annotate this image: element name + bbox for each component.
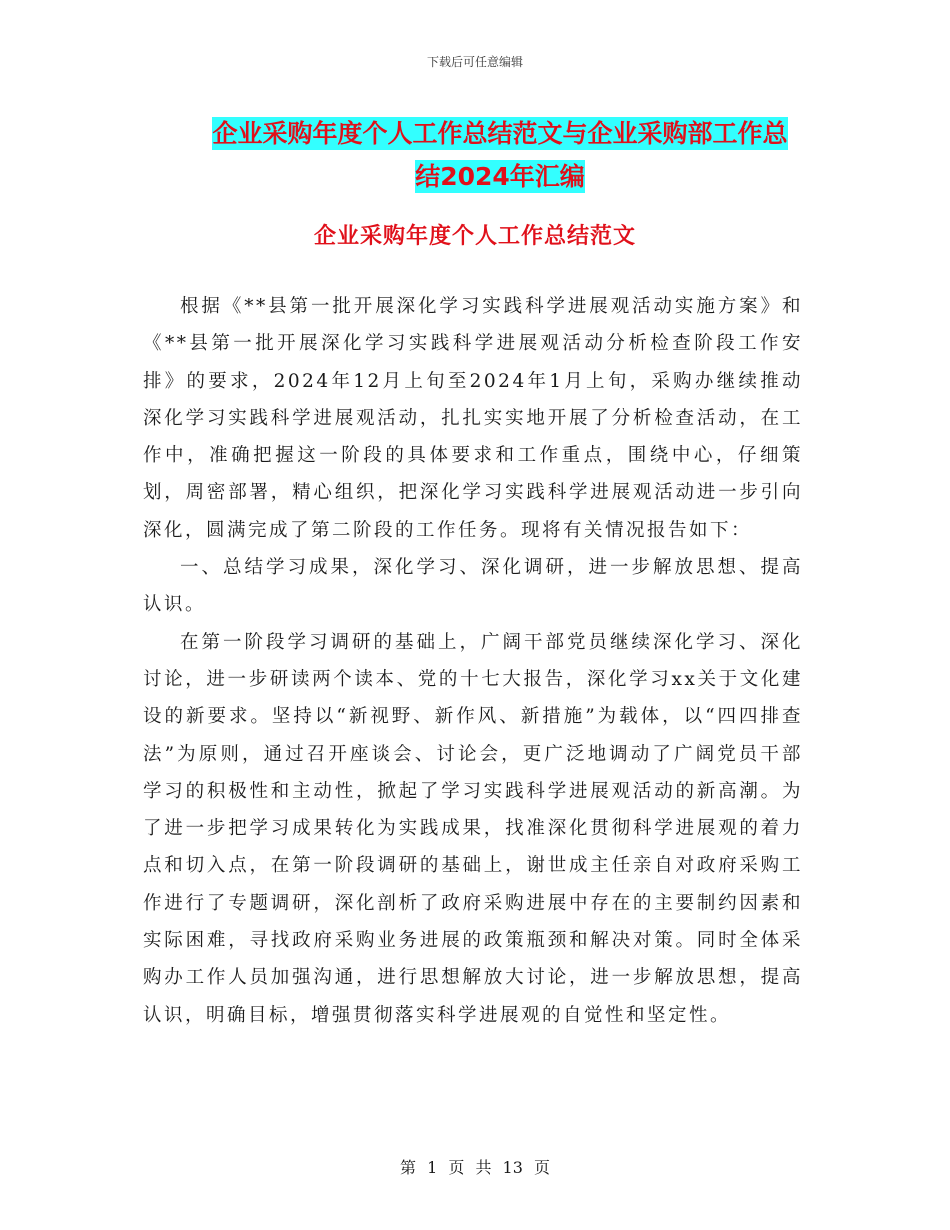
- document-title-line-1: 企业采购年度个人工作总结范文与企业采购部工作总: [212, 119, 788, 148]
- header-note: 下载后可任意编辑: [426, 55, 523, 69]
- paragraph: 根据《**县第一批开展深化学习实践科学进展观活动实施方案》和《**县第一批开展深化学习实践科学进展观活动分析检查阶段工作安排》的要求，2024年12月上旬至2024年1月上旬，采购办继续推动深化学习实践科学进展观活动，扎扎实实地开展了分析检查活动，在工作中，准确把握这一阶段的具体要求和工作重点，围绕中心，仔细策划，周密部署，精心组织，把深化学习实践科学进展观活动进一步引向深化，圆满完成了第二阶段的工作任务。现将有关情况报告如下：: [143, 296, 803, 541]
- document-title-line-2: 结2024年汇编: [415, 162, 585, 191]
- body-text: [143, 288, 803, 1034]
- paragraph: 一、总结学习成果，深化学习、深化调研，进一步解放思想、提高认识。: [143, 557, 803, 616]
- paragraph: 在第一阶段学习调研的基础上，广阔干部党员继续深化学习、深化讨论，进一步研读两个读本、党的十七大报告，深化学习xx关于文化建设的新要求。坚持以“新视野、新作风、新措施”为载体，以“四四排查法”为原则，通过召开座谈会、讨论会，更广泛地调动了广阔党员干部学习的积极性和主动性，掀起了学习实践科学进展观活动的新高潮。为了进一步把学习成果转化为实践成果，找准深化贯彻科学进展观的着力点和切入点，在第一阶段调研的基础上，谢世成主任亲自对政府采购工作进行了专题调研，深化剖析了政府采购进展中存在的主要制约因素和实际困难，寻找政府采购业务进展的政策瓶颈和解决对策。同时全体采购办工作人员加强沟通，进行思想解放大讨论，进一步解放思想，提高认识，明确目标，增强贯彻落实科学进展观的自觉性和坚定性。: [143, 631, 803, 1026]
- section-title: 企业采购年度个人工作总结范文: [313, 224, 636, 249]
- document-title: [190, 112, 810, 198]
- page-number-footer: 第 1 页 共 13 页: [400, 1158, 550, 1177]
